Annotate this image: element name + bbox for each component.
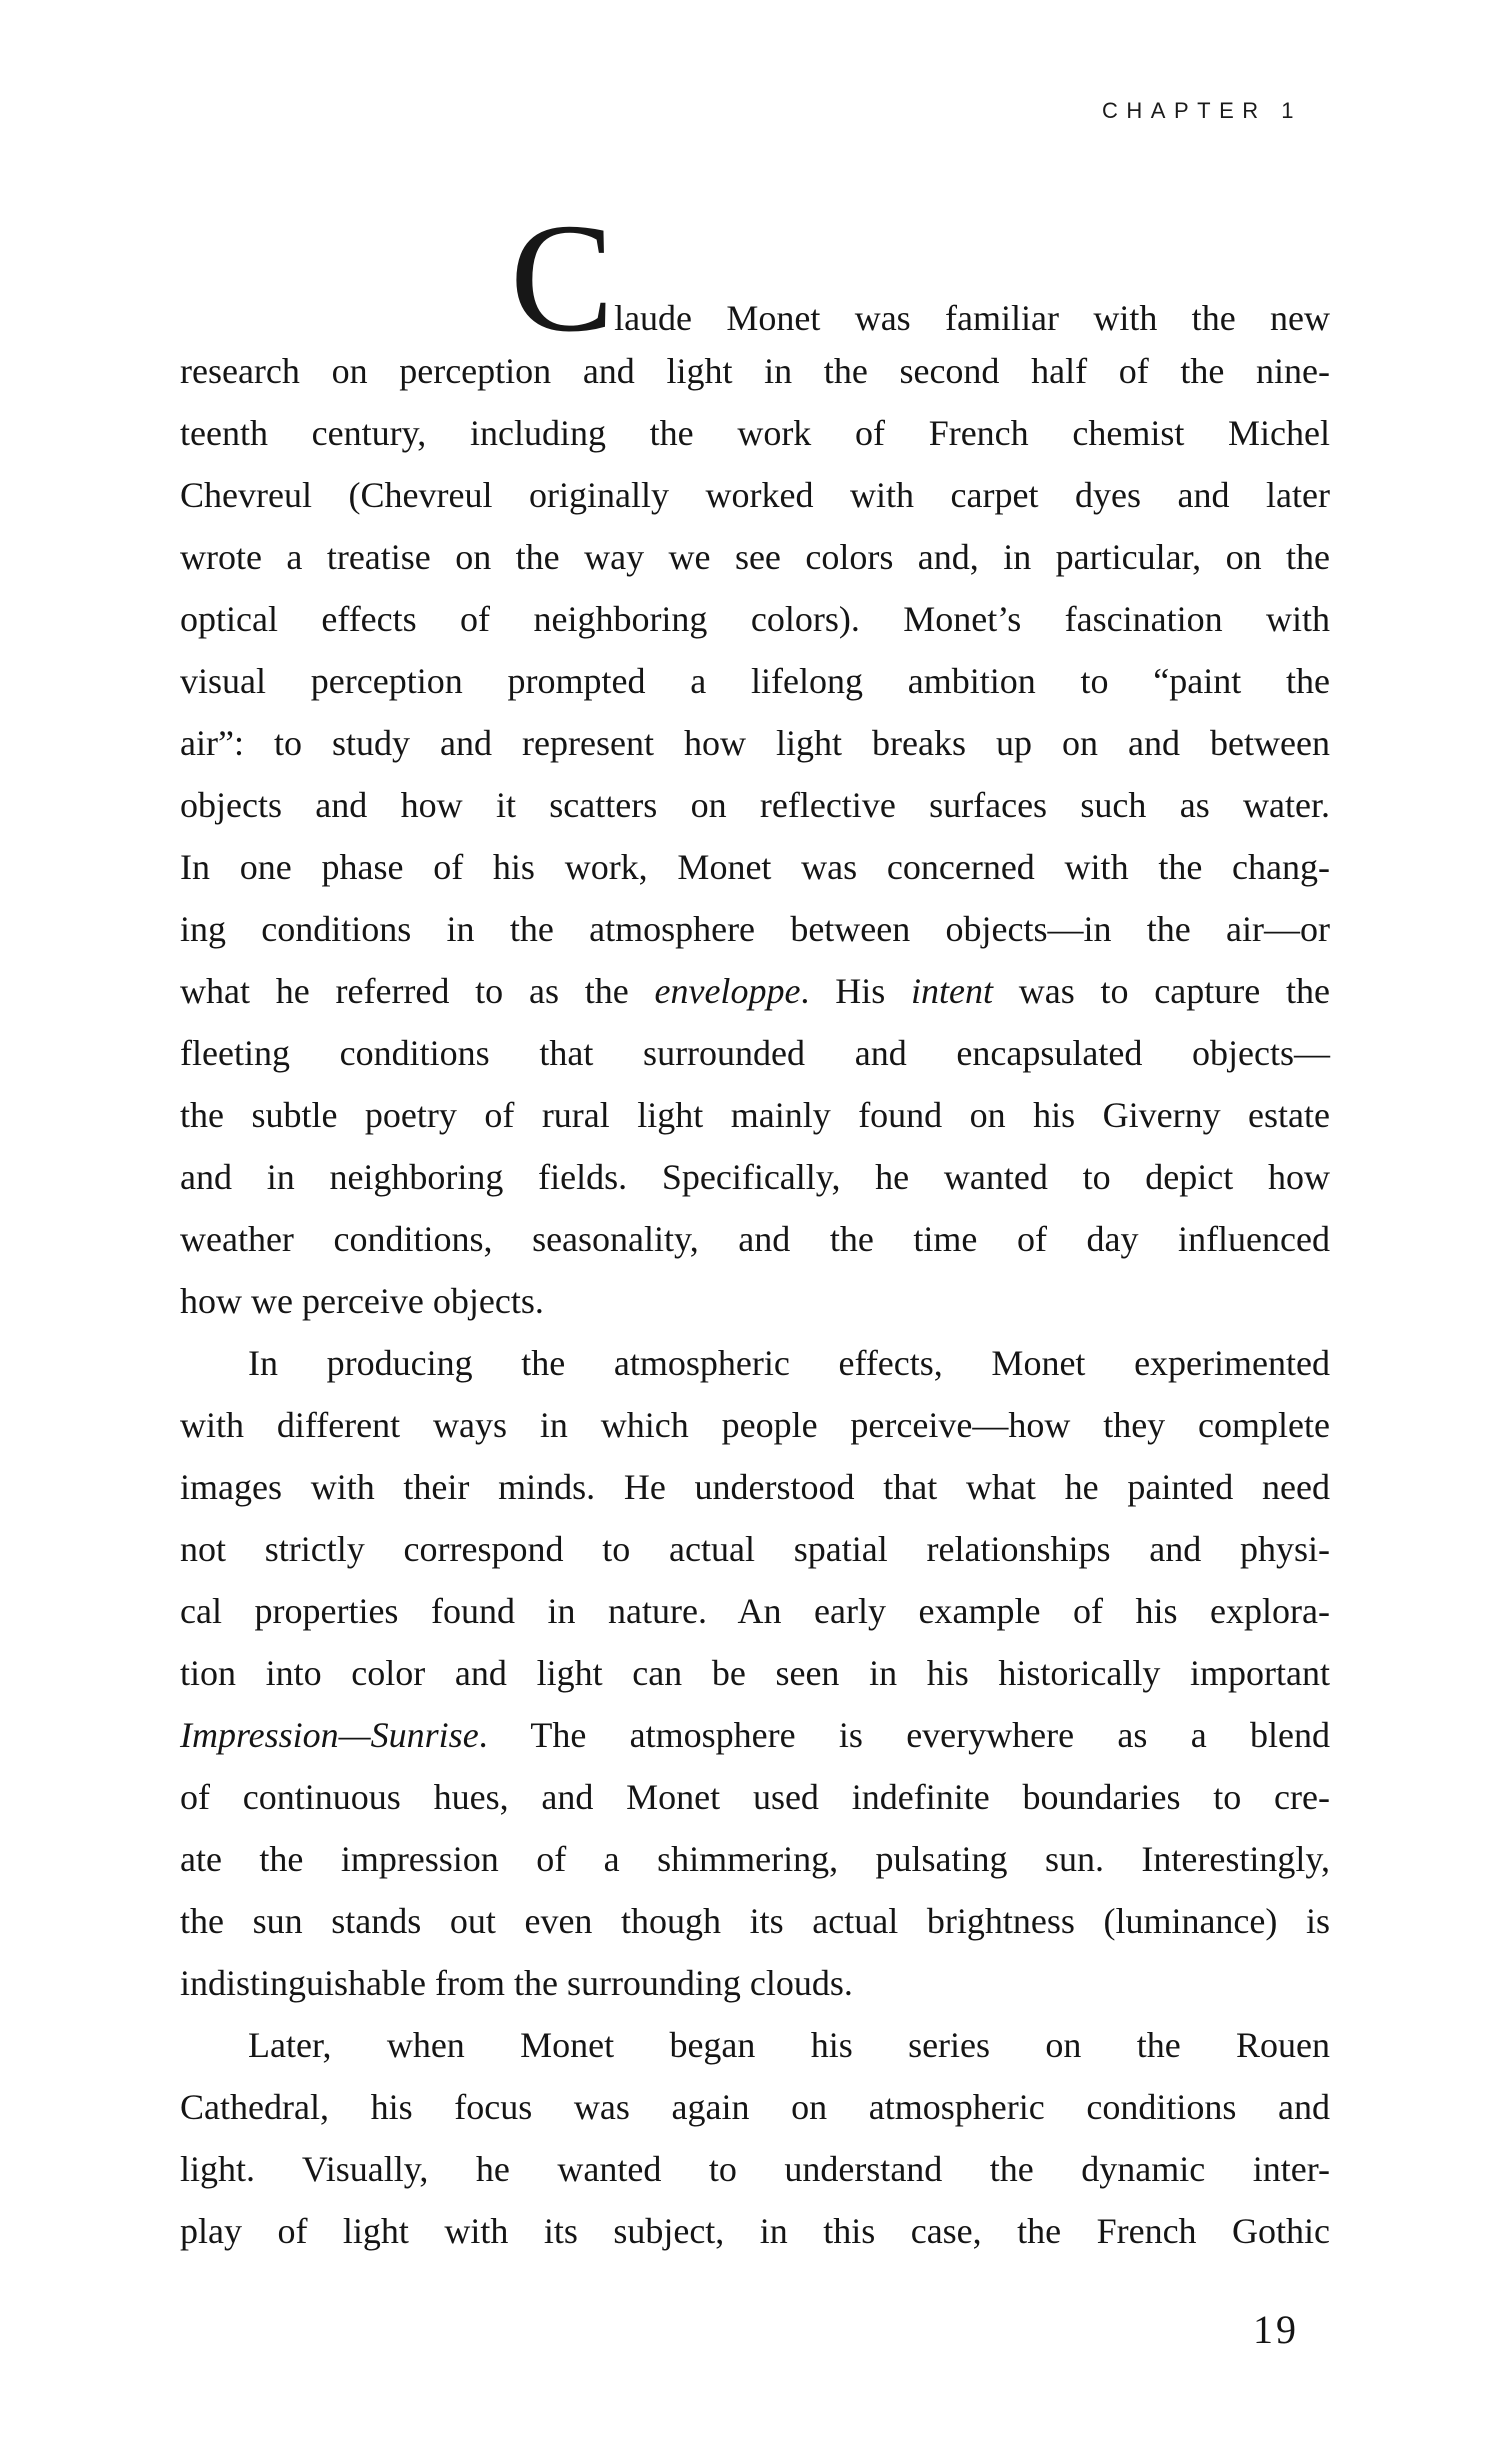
text-segment: Chevreul (Chevreul originally worked with carpet dyes and later: [180, 475, 1330, 515]
text-segment: In one phase of his work, Monet was concerned with the chang-: [180, 847, 1330, 887]
text-segment: . His: [800, 971, 911, 1011]
text-segment: fleeting conditions that surrounded and encapsulated objects—: [180, 1033, 1330, 1073]
page-number: 19: [1253, 2307, 1299, 2352]
text-segment: teenth century, including the work of French chemist Michel: [180, 413, 1330, 453]
paragraph: [180, 191, 1330, 1332]
text-line: [180, 1084, 1330, 1146]
text-segment: Later, when Monet began his series on the Rouen: [248, 2025, 1330, 2065]
text-line: [180, 960, 1330, 1022]
text-line: [180, 1146, 1330, 1208]
text-line: [180, 2076, 1330, 2138]
text-segment: and in neighboring fields. Specifically, he wanted to depict how: [180, 1157, 1330, 1197]
text-line: [180, 1394, 1330, 1456]
text-line: [180, 650, 1330, 712]
text-segment: of continuous hues, and Monet used indefinite boundaries to cre-: [180, 1777, 1330, 1817]
text-line: [180, 1766, 1330, 1828]
text-line: [180, 1332, 1330, 1394]
text-segment: air”: to study and represent how light breaks up on and between: [180, 723, 1330, 763]
text-segment: indistinguishable from the surrounding clouds.: [180, 1963, 853, 2003]
text-segment: In producing the atmospheric effects, Monet experimented: [248, 1343, 1330, 1383]
text-line: [180, 1580, 1330, 1642]
text-segment: how we perceive objects.: [180, 1281, 544, 1321]
text-segment: objects and how it scatters on reflective surfaces such as water.: [180, 785, 1330, 825]
text-line: [180, 464, 1330, 526]
text-line: [180, 2200, 1330, 2262]
italic-text: enveloppe: [654, 971, 801, 1011]
text-line: [180, 836, 1330, 898]
text-segment: visual perception prompted a lifelong ambition to “paint the: [180, 661, 1330, 701]
text-segment: Cathedral, his focus was again on atmospheric conditions and: [180, 2087, 1330, 2127]
text-line: [180, 402, 1330, 464]
chapter-header: CHAPTER 1: [1102, 98, 1302, 123]
text-line: [180, 191, 1330, 364]
text-segment: laude Monet was familiar with the new: [614, 298, 1330, 338]
italic-text: Impression—Sunrise: [180, 1715, 479, 1755]
text-line: [180, 1642, 1330, 1704]
text-line: [180, 526, 1330, 588]
text-line: [180, 2138, 1330, 2200]
text-line: [180, 2014, 1330, 2076]
text-segment: what he referred to as the: [180, 971, 655, 1011]
text-line: [180, 1518, 1330, 1580]
paragraph: [180, 1332, 1330, 2014]
text-line: [180, 898, 1330, 960]
text-segment: optical effects of neighboring colors). Monet’s fascination with: [180, 599, 1330, 639]
text-segment: images with their minds. He understood that what he painted need: [180, 1467, 1330, 1507]
text-line: [180, 774, 1330, 836]
text-line: [180, 1828, 1330, 1890]
text-line: [180, 588, 1330, 650]
text-line: [180, 1952, 1330, 2014]
text-segment: the subtle poetry of rural light mainly found on his Giverny estate: [180, 1095, 1330, 1135]
text-segment: tion into color and light can be seen in his historically important: [180, 1653, 1330, 1693]
text-segment: weather conditions, seasonality, and the time of day influenced: [180, 1219, 1330, 1259]
text-line: [180, 340, 1330, 402]
text-line: [180, 1890, 1330, 1952]
text-line: [180, 1022, 1330, 1084]
text-line: [180, 1704, 1330, 1766]
text-segment: play of light with its subject, in this case, the French Gothic: [180, 2211, 1330, 2251]
text-line: [180, 712, 1330, 774]
text-segment: light. Visually, he wanted to understand the dynamic inter-: [180, 2149, 1330, 2189]
text-segment: the sun stands out even though its actual brightness (luminance) is: [180, 1901, 1330, 1941]
text-segment: not strictly correspond to actual spatial relationships and physi-: [180, 1529, 1330, 1569]
text-line: [180, 1270, 1330, 1332]
text-segment: . The atmosphere is everywhere as a blend: [478, 1715, 1330, 1755]
italic-text: intent: [911, 971, 993, 1011]
text-line: [180, 1208, 1330, 1270]
text-segment: was to capture the: [992, 971, 1330, 1011]
text-segment: wrote a treatise on the way we see colors and, in particular, on the: [180, 537, 1330, 577]
text-segment: research on perception and light in the second half of the nine-: [180, 351, 1330, 391]
text-segment: ing conditions in the atmosphere between objects—in the air—or: [180, 909, 1330, 949]
drop-cap-initial: C: [510, 191, 615, 364]
text-line: [180, 1456, 1330, 1518]
text-segment: ate the impression of a shimmering, pulsating sun. Interestingly,: [180, 1839, 1330, 1879]
paragraph: [180, 2014, 1330, 2262]
text-segment: cal properties found in nature. An early example of his explora-: [180, 1591, 1330, 1631]
body-text: [180, 191, 1330, 2262]
text-segment: with different ways in which people perceive—how they complete: [180, 1405, 1330, 1445]
